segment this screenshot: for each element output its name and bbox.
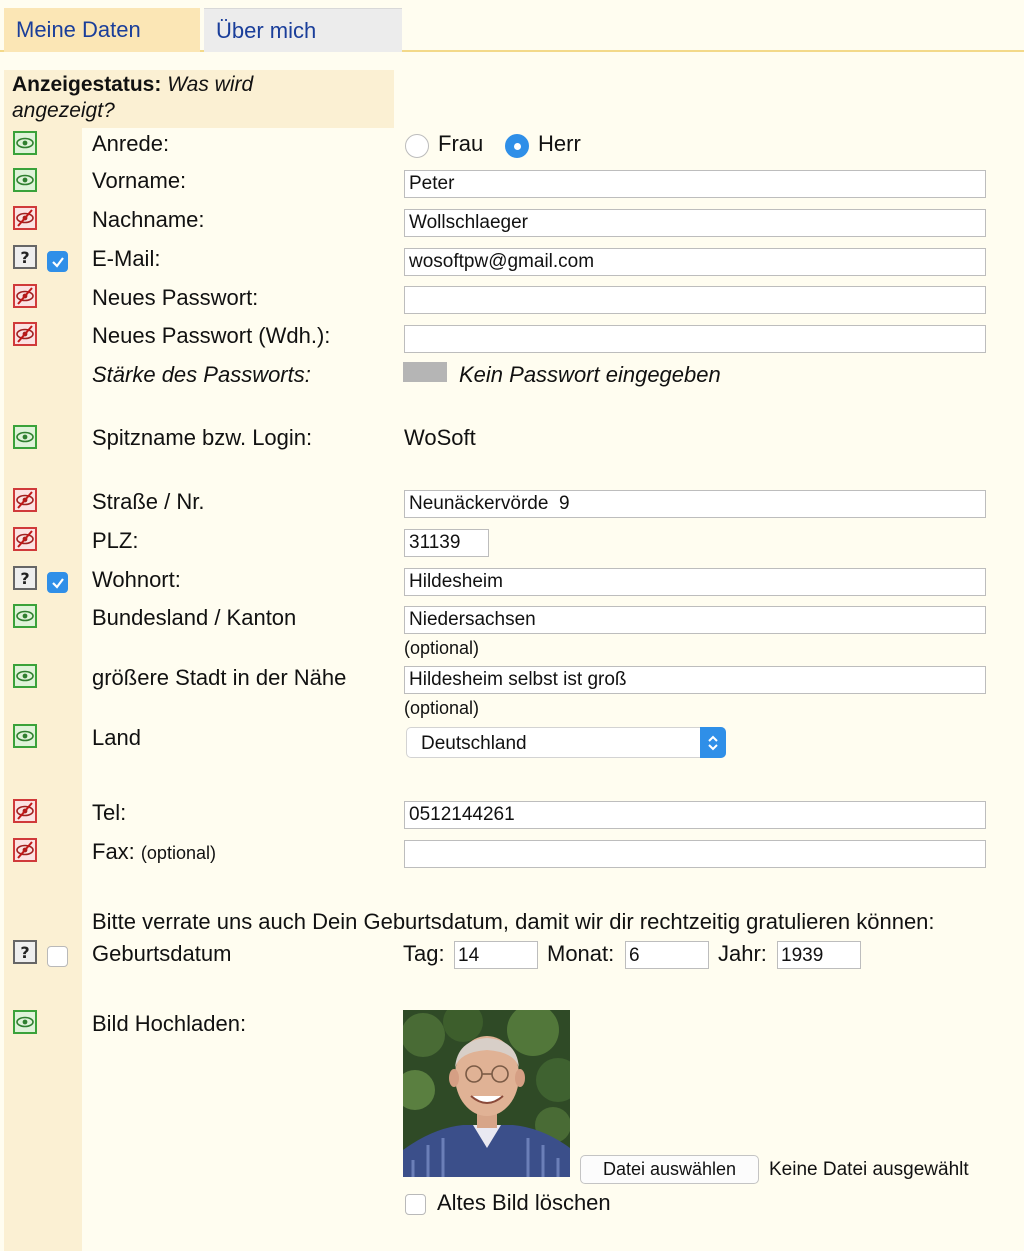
eye-icon[interactable]: [12, 167, 38, 193]
eye-crossed-icon[interactable]: [12, 837, 38, 863]
eye-crossed-icon[interactable]: [12, 283, 38, 309]
nachname-field[interactable]: Wollschlaeger: [404, 209, 986, 237]
email-field[interactable]: wosoftpw@gmail.com: [404, 248, 986, 276]
delete-photo-checkbox[interactable]: [405, 1194, 426, 1215]
strasse-field[interactable]: Neunäckervörde 9: [404, 490, 986, 518]
tab-bar: [0, 0, 1024, 52]
question-icon[interactable]: [12, 565, 38, 591]
geburtstag-hint: Bitte verrate uns auch Dein Geburtsdatum, damit wir dir rechtzeitig gratulieren können:: [92, 909, 935, 934]
eye-crossed-icon[interactable]: [12, 487, 38, 513]
geburtsdatum-public-checkbox[interactable]: [47, 946, 68, 967]
label-bild: Bild Hochladen:: [92, 1011, 247, 1036]
label-plz: PLZ:: [92, 528, 139, 553]
eye-icon[interactable]: [12, 603, 38, 629]
profile-photo: [403, 1010, 570, 1177]
monat-field[interactable]: 6: [625, 941, 709, 969]
eye-icon[interactable]: [12, 663, 38, 689]
eye-icon[interactable]: [12, 723, 38, 749]
tab-ueber-mich[interactable]: Über mich: [204, 8, 402, 52]
spitzname-value: WoSoft: [404, 425, 476, 450]
tag-field[interactable]: 14: [454, 941, 538, 969]
tel-field[interactable]: 0512144261: [404, 801, 986, 829]
label-nachname: Nachname:: [92, 207, 205, 232]
wohnort-public-checkbox[interactable]: [47, 572, 68, 593]
label-bundesland: Bundesland / Kanton: [92, 605, 297, 630]
bundesland-optional-note: (optional): [404, 638, 480, 658]
label-staerke: Stärke des Passworts:: [92, 362, 311, 387]
wohnort-field[interactable]: Hildesheim: [404, 568, 986, 596]
tab-meine-daten[interactable]: Meine Daten: [4, 8, 200, 52]
radio-frau-label: Frau: [438, 131, 484, 156]
stadt-field[interactable]: Hildesheim selbst ist groß: [404, 666, 986, 694]
land-select[interactable]: [406, 727, 726, 758]
chevron-updown-icon: [700, 727, 726, 758]
passwort-field[interactable]: [404, 286, 986, 314]
label-monat: Monat:: [547, 941, 615, 966]
label-email: E-Mail:: [92, 246, 161, 271]
passwort-wdh-field[interactable]: [404, 325, 986, 353]
delete-photo-label: Altes Bild löschen: [437, 1190, 611, 1215]
eye-crossed-icon[interactable]: [12, 321, 38, 347]
label-spitzname: Spitzname bzw. Login:: [92, 425, 313, 450]
eye-icon[interactable]: [12, 424, 38, 450]
svg-text:?: ?: [20, 248, 30, 267]
stadt-optional-note: (optional): [404, 698, 480, 718]
email-public-checkbox[interactable]: [47, 251, 68, 272]
eye-icon[interactable]: [12, 1009, 38, 1035]
eye-crossed-icon[interactable]: [12, 526, 38, 552]
question-icon[interactable]: [12, 244, 38, 270]
svg-text:?: ?: [20, 569, 30, 588]
label-vorname: Vorname:: [92, 168, 187, 193]
jahr-field[interactable]: 1939: [777, 941, 861, 969]
label-land: Land: [92, 725, 141, 750]
label-strasse: Straße / Nr.: [92, 489, 205, 514]
label-fax: Fax: (optional): [92, 839, 216, 864]
password-strength-bar: [403, 362, 447, 382]
label-wohnort: Wohnort:: [92, 567, 181, 592]
label-jahr: Jahr:: [718, 941, 767, 966]
label-anrede: Anrede:: [92, 131, 170, 156]
fax-field[interactable]: [404, 840, 986, 868]
plz-field[interactable]: 31139: [404, 529, 489, 557]
file-status: Keine Datei ausgewählt: [769, 1159, 969, 1180]
password-strength-text: Kein Passwort eingegeben: [459, 362, 721, 387]
label-passwort-wdh: Neues Passwort (Wdh.):: [92, 323, 331, 348]
eye-icon[interactable]: [12, 130, 38, 156]
eye-crossed-icon[interactable]: [12, 798, 38, 824]
question-icon[interactable]: [12, 939, 38, 965]
status-header: Anzeigestatus: Was wird angezeigt?: [4, 70, 394, 128]
radio-herr-label: Herr: [538, 131, 581, 156]
label-stadt: größere Stadt in der Nähe: [92, 665, 347, 690]
svg-text:?: ?: [20, 943, 30, 962]
radio-herr[interactable]: [505, 134, 529, 158]
vorname-field[interactable]: Peter: [404, 170, 986, 198]
choose-file-button[interactable]: Datei auswählen: [580, 1155, 759, 1184]
bundesland-field[interactable]: Niedersachsen: [404, 606, 986, 634]
label-tag: Tag:: [403, 941, 445, 966]
land-select-value: Deutschland: [421, 733, 527, 754]
label-passwort: Neues Passwort:: [92, 285, 259, 310]
eye-crossed-icon[interactable]: [12, 205, 38, 231]
radio-frau[interactable]: [405, 134, 429, 158]
label-tel: Tel:: [92, 800, 127, 825]
label-geburtsdatum: Geburtsdatum: [92, 941, 232, 966]
